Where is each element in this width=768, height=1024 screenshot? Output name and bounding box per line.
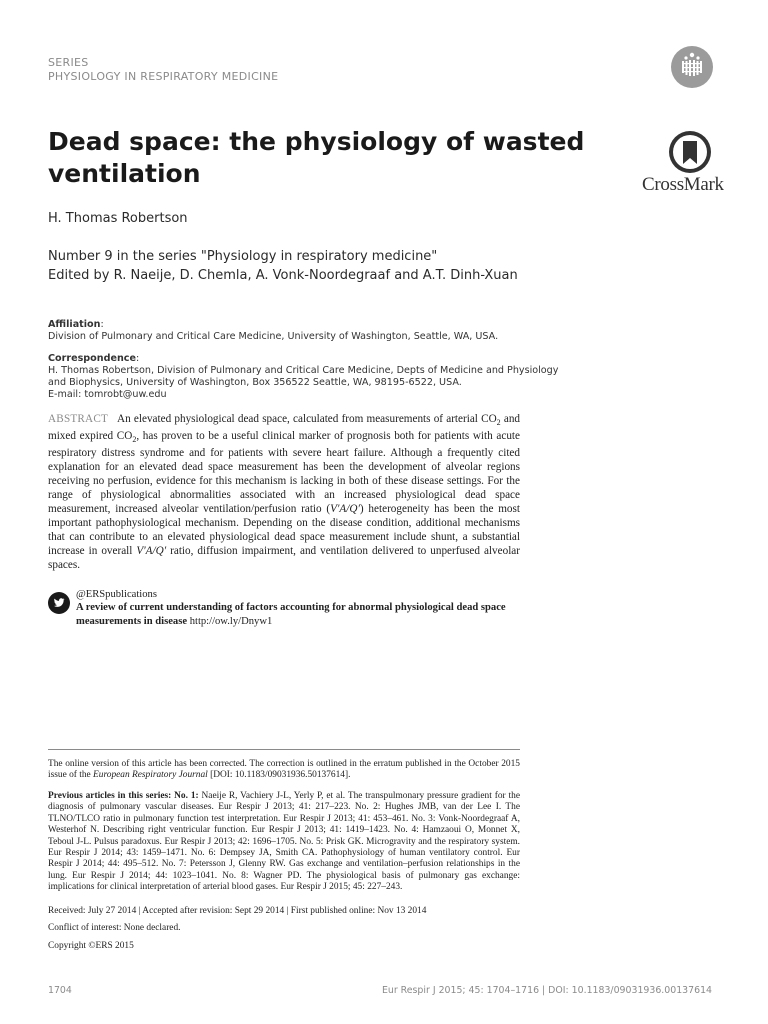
- page-number: 1704: [48, 985, 72, 996]
- tweet-handle[interactable]: @ERSpublications: [76, 589, 157, 600]
- affiliation-block: Affiliation: Division of Pulmonary and Critical Care Medicine, University of Washington, Seattle, WA, USA.: [48, 319, 499, 342]
- series-header: [48, 56, 278, 84]
- previous-articles: [48, 791, 520, 894]
- series-label: SERIES: [48, 56, 89, 69]
- copyright: Copyright ©ERS 2015: [48, 941, 134, 951]
- correspondence-label: Correspondence: [48, 353, 136, 364]
- vaq-ratio: V′A/Q′: [330, 502, 360, 515]
- received-dates: Received: July 27 2014 | Accepted after revision: Sept 29 2014 | First published online: Nov 13 2014: [48, 906, 427, 916]
- subscript: 2: [132, 435, 137, 445]
- vaq-ratio: V′A/Q′: [136, 544, 167, 557]
- correction-journal: European Respiratory Journal: [93, 770, 208, 781]
- crossmark-label: CrossMark: [642, 174, 724, 195]
- previous-articles-text: Naeije R, Vachiery J-L, Yerly P, et al. The transpulmonary pressure gradient for the diagnosis of pulmonary vascular diseases. Eur Respir J 2013; 41: 217–223. No. 2: Hughes JMB, van der Lee I. The TLNO/TLCO ratio in pulmonary function test interpretation. Eur Respir J 2013; 41: 453–461. No. 3: Vonk-Noordegraaf A, Westerhof N. Describing right ventricular function. Eur Respir J 2013; 41: 1419–1423. No. 4: Hamzaoui O, Monnet X, Teboul J-L. Pulsus paradoxus. Eur Respir J 2013; 42: 1696–1705. No. 5: Prisk GK. Microgravity and the respiratory system. Eur Respir J 2014; 43: 1459–1471. No. 6: Dempsey JA, Smith CA. Pathophysiology of human ventilatory control. Eur Respir J 2014; 44: 495–512. No. 7: Petersson J, Glenny RW. Gas exchange and ventilation–perfusion relationships in the lung. Eur Respir J 2014; 44: 1023–1041. No. 8: Wagner PD. The physiological basis of pulmonary gas exchange: implications for clinical interpretation of arterial blood gases. Eur Respir J 2015; 45: 227–243.: [48, 791, 520, 893]
- tweet-block: [76, 588, 526, 628]
- series-number: Number 9 in the series "Physiology in respiratory medicine": [48, 249, 438, 264]
- abstract-text-1: An elevated physiological dead space, calculated from measurements of arterial CO: [117, 413, 497, 425]
- correspondence-line-2: and Biophysics, University of Washington, Box 356522 Seattle, WA, 98195-6522, USA.: [48, 377, 462, 388]
- ers-logo-icon: [671, 46, 713, 88]
- previous-articles-label: Previous articles in this series: No. 1:: [48, 791, 199, 801]
- correction-note: [48, 759, 520, 782]
- citation: Eur Respir J 2015; 45: 1704–1716 | DOI: 10.1183/09031936.00137614: [381, 985, 712, 996]
- abstract-heading: ABSTRACT: [48, 413, 109, 425]
- article-title: Dead space: the physiology of wasted ventilation: [48, 127, 585, 188]
- conflict-of-interest: Conflict of interest: None declared.: [48, 923, 181, 933]
- tweet-text: A review of current understanding of factors accounting for abnormal physiological dead space measurements in disease: [76, 602, 506, 627]
- abstract-text-4: ) heterogeneity has been the most important pathophysiological mechanism. Depending on the disease condition, additional mechanisms that can contribute to an elevated physiological dead space measurement include shunt, a substantial increase in overall: [48, 502, 520, 557]
- series-editors: Edited by R. Naeije, D. Chemla, A. Vonk-Noordegraaf and A.T. Dinh-Xuan: [48, 268, 518, 283]
- abstract-text-2: and mixed expired CO: [48, 413, 521, 443]
- correction-doi: [DOI: 10.1183/09031936.50137614].: [207, 770, 351, 781]
- article-author: H. Thomas Robertson: [48, 211, 188, 226]
- correspondence-line-1: H. Thomas Robertson, Division of Pulmonary and Critical Care Medicine, Depts of Medicine and Physiology: [48, 365, 559, 376]
- affiliation-label: Affiliation: [48, 319, 101, 330]
- tweet-link[interactable]: http://ow.ly/Dnyw1: [189, 615, 273, 627]
- twitter-icon[interactable]: [48, 592, 70, 614]
- correspondence-block: Correspondence: H. Thomas Robertson, Division of Pulmonary and Critical Care Medicine, Depts of Medicine and Physiology and Biophysics, University of Washington, Box 356522 Seattle, WA, 98195-6522, USA. E-mail: tomrobt@uw.edu: [48, 353, 559, 400]
- footnote-divider: [48, 749, 520, 750]
- affiliation-text: Division of Pulmonary and Critical Care Medicine, University of Washington, Seattle, WA, USA.: [48, 331, 499, 342]
- series-name: PHYSIOLOGY IN RESPIRATORY MEDICINE: [48, 70, 279, 83]
- correspondence-email[interactable]: E-mail: tomrobt@uw.edu: [48, 389, 167, 400]
- abstract-text-5: ratio, diffusion impairment, and ventilation delivered to unperfused alveolar spaces.: [48, 544, 520, 571]
- subscript: 2: [496, 418, 501, 428]
- abstract-text-3: , has proven to be a useful clinical marker of prognosis both for patients with acute respiratory distress syndrome and for patients with severe heart failure. Although a frequently cited explanation for an elevated dead space measurement has been the development of alveolar regions receiving no perfusion, evidence for this mechanism is lacking in both of these disease settings. For the range of physiological abnormalities associated with an increased physiological dead space measurement, increased alveolar ventilation/perfusion ratio (: [48, 430, 520, 515]
- correction-text: The online version of this article has been corrected. The correction is outlined in the erratum published in the October 2015 issue of the: [48, 759, 520, 781]
- series-info: [48, 247, 518, 285]
- abstract: [48, 413, 520, 572]
